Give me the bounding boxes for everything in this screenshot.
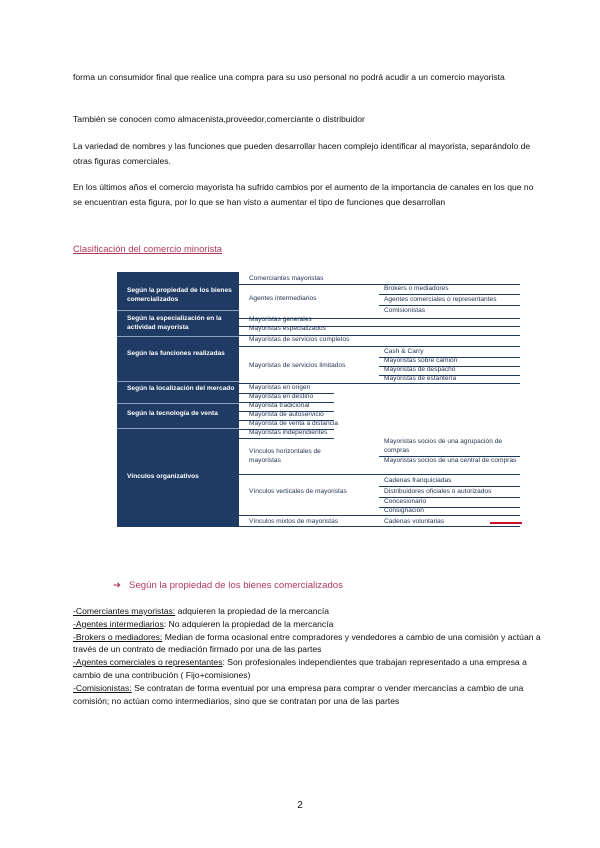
cell-mayoristas-independientes: Mayoristas independientes [249, 429, 328, 436]
definition-item [73, 682, 553, 708]
subsection-heading [113, 580, 343, 591]
cell-vinculos-mixtos: Vínculos mixtos de mayoristas [249, 518, 339, 525]
cell-mayoristas-destino: Mayoristas en destino [249, 393, 314, 400]
cell-cadenas-voluntarias: Cadenas voluntarias [384, 518, 445, 525]
definition-text: Median de forma ocasional entre compradores y vendedores a cambio de una comisión y actúan a través de un contrato de mediación firmado por una de las partes [73, 631, 541, 655]
criterion-propiedad: Según la propiedad de los bienes comercializados [127, 287, 232, 303]
cell-mayoristas-origen: Mayoristas en origen [249, 384, 311, 391]
definition-item [73, 631, 553, 657]
cell-sobre-camion: Mayoristas sobre camión [384, 357, 458, 364]
cell-comerciantes-mayoristas: Comerciantes mayoristas [249, 275, 324, 282]
cell-vinculos-horizontales: Vínculos horizontales de mayoristas [249, 448, 321, 464]
cell-servicios-completos: Mayoristas de servicios completos [249, 336, 350, 343]
cell-despacho: Mayoristas de despacho [384, 366, 456, 373]
cell-agentes-intermediarios: Agentes intermediarios [249, 295, 317, 302]
paragraph-1: forma un consumidor final que realice una compra para su uso personal no podrá acudir a un comercio mayorista [73, 72, 505, 82]
cell-central-compras: Mayoristas socios de una central de compras [384, 457, 517, 464]
cell-cadenas-franquiciadas: Cadenas franquiciadas [384, 477, 452, 484]
paragraph-3: La variedad de nombres y las funciones que pueden desarrollar hacen complejo identificar al mayorista, separándolo de otras figuras comerciales. [73, 141, 531, 166]
cell-mayorista-tradicional: Mayorista tradicional [249, 402, 310, 409]
cell-comisionistas: Comisionistas [384, 307, 426, 314]
definition-item [73, 656, 553, 682]
definition-term: -Agentes intermediarios [73, 618, 164, 629]
criterion-localizacion: Según la localización del mercado [127, 385, 235, 392]
paragraph-2: También se conocen como almacenista,proveedor,comerciante o distribuidor [73, 114, 365, 124]
cell-vinculos-verticales: Vínculos verticales de mayoristas [249, 488, 347, 495]
cell-cash-carry: Cash & Carry [384, 348, 424, 355]
criterion-funciones: Según las funciones realizadas [127, 350, 225, 357]
cell-agentes-comerciales: Agentes comerciales o representantes [384, 296, 497, 303]
cell-estanteria: Mayoristas de estantería [384, 375, 457, 382]
criterion-tecnologia: Según la tecnología de venta [127, 410, 218, 417]
paragraph-4: En los últimos años el comercio mayorista ha sufrido cambios por el aumento de la importancia de canales en los que no se encuentran esta figura, por lo que se han visto a aumentar el tipo de funciones que desarrollan [73, 182, 534, 207]
definition-term: -Agentes comerciales o representantes [73, 657, 223, 668]
definition-term: -Brokers o mediadores: [73, 631, 163, 642]
subsection-title: Según la propiedad de los bienes comercializados [129, 580, 343, 591]
definition-item [73, 618, 553, 631]
cell-brokers: Brokers o mediadores [384, 285, 449, 292]
cell-mayoristas-generales: Mayoristas generales [249, 316, 312, 323]
cell-servicios-limitados: Mayoristas de servicios limitados [249, 362, 346, 369]
definition-item [73, 605, 553, 618]
cell-mayorista-autoservicio: Mayorista de autoservicio [249, 411, 324, 418]
criterion-especializacion: Según la especialización en la actividad mayorista [127, 315, 222, 331]
definitions-list [73, 605, 553, 707]
definition-text: Se contratan de forma eventual por una empresa para comprar o vender mercancías a cambio de una comisión; no actúan como intermediarios, sino que se contratan por una de las partes [73, 682, 524, 706]
criterion-vinculos: Vínculos organizativos [127, 473, 199, 480]
classification-table [117, 272, 520, 527]
cell-venta-distancia: Mayorista de venta a distancia [249, 420, 339, 427]
definition-term: -Comerciantes mayoristas: [73, 606, 176, 616]
definition-text: adquieren la propiedad de la mercancía [175, 606, 330, 616]
definition-text: : No adquieren la propiedad de la mercancía [163, 618, 334, 629]
page-number: 2 [297, 800, 303, 811]
cell-agrupacion-compras: Mayoristas socios de una agrupación de compras [384, 438, 503, 454]
red-underline-mark [490, 522, 522, 524]
cell-concesionario: Concesionario [384, 498, 427, 505]
definition-text: : Son profesionales independientes que trabajan representado a una empresa a cambio de una contribución ( Fijo+comisiones) [73, 657, 527, 680]
arrow-right-icon: ➔ [113, 580, 122, 591]
cell-consignacion: Consignación [384, 507, 424, 514]
cell-mayoristas-especializados: Mayoristas especializados [249, 325, 326, 332]
definition-term: -Comisionistas: [73, 682, 132, 693]
section-link-clasificacion[interactable]: Clasificación del comercio minorista [73, 243, 223, 254]
cell-distribuidores-oficiales: Distribuidores oficiales o autorizados [384, 488, 492, 495]
criteria-column [117, 272, 239, 527]
